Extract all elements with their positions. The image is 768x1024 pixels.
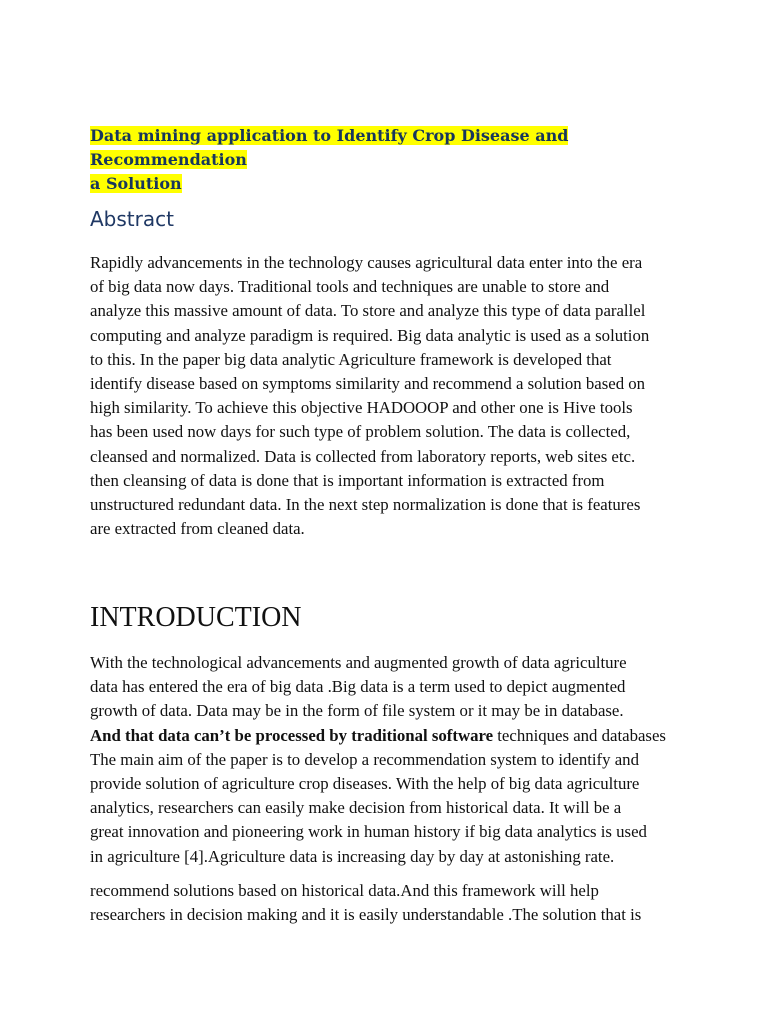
abstract-paragraph — [90, 251, 690, 541]
introduction-heading: INTRODUCTION — [90, 602, 302, 633]
intro-line: great innovation and pioneering work in human history if big data analytics is used — [90, 822, 647, 842]
intro-line: provide solution of agriculture crop diseases. With the help of big data agriculture — [90, 774, 640, 794]
abstract-line: high similarity. To achieve this objective HADOOOP and other one is Hive tools — [90, 398, 633, 418]
intro-line: growth of data. Data may be in the form of file system or it may be in database. — [90, 701, 624, 721]
intro-line: The main aim of the paper is to develop a recommendation system to identify and — [90, 749, 639, 769]
introduction-paragraph — [90, 651, 690, 869]
abstract-line: of big data now days. Traditional tools and techniques are unable to store and — [90, 277, 610, 297]
intro-line: in agriculture [4].Agriculture data is increasing day by day at astonishing rate. — [90, 846, 615, 866]
abstract-line: identify disease based on symptoms similarity and recommend a solution based on — [90, 374, 646, 394]
abstract-line: are extracted from cleaned data. — [90, 519, 305, 539]
intro-bold-rest: techniques and databases — [493, 725, 666, 745]
intro-line-mixed — [90, 724, 690, 748]
intro-line: data has entered the era of big data .Big data is a term used to depict augmented — [90, 677, 626, 697]
title-line-1: Data mining application to Identify Crop Disease and Recommendation — [90, 126, 569, 169]
abstract-line: cleansed and normalized. Data is collected from laboratory reports, web sites etc. — [90, 446, 636, 466]
abstract-line: computing and analyze paradigm is required. Big data analytic is used as a solution — [90, 325, 650, 345]
abstract-line: then cleansing of data is done that is important information is extracted from — [90, 470, 605, 490]
intro-bold-segment: And that data can’t be processed by traditional software — [90, 725, 494, 745]
abstract-line: has been used now days for such type of problem solution. The data is collected, — [90, 422, 631, 442]
continuation-line: recommend solutions based on historical data.And this framework will help — [90, 881, 599, 900]
abstract-heading: Abstract — [90, 207, 174, 231]
abstract-line: Rapidly advancements in the technology causes agricultural data enter into the era — [90, 253, 643, 272]
title-line-2: a Solution — [90, 174, 182, 193]
abstract-line: to this. In the paper big data analytic Agriculture framework is developed that — [90, 349, 612, 369]
abstract-line: analyze this massive amount of data. To store and analyze this type of data parallel — [90, 301, 646, 321]
continuation-line: researchers in decision making and it is easily understandable .The solution that is — [90, 905, 642, 925]
continuation-paragraph — [90, 879, 690, 927]
intro-line: analytics, researchers can easily make decision from historical data. It will be a — [90, 798, 622, 818]
abstract-line: unstructured redundant data. In the next step normalization is done that is features — [90, 495, 641, 515]
document-title — [90, 124, 690, 196]
intro-line: With the technological advancements and augmented growth of data agriculture — [90, 653, 627, 672]
